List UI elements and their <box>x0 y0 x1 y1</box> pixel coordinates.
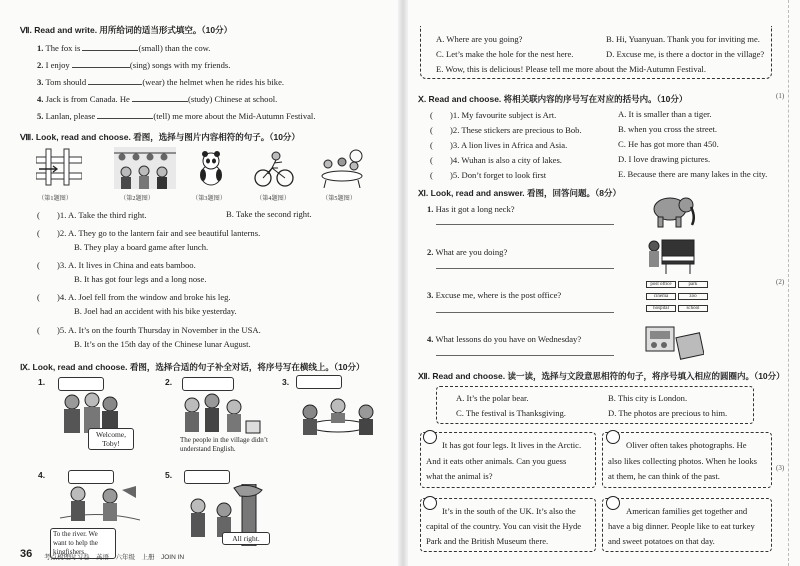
dialogue-option: D. Excuse me, is there a doctor in the village? <box>606 49 765 59</box>
scene-4-picture <box>60 484 140 528</box>
s12-options-box <box>436 386 754 424</box>
festival-table-icon <box>318 148 366 188</box>
s7-item-3 <box>37 76 284 87</box>
s8-item-5-b: B. It’s on the 15th day of the Chinese lunar August. <box>74 339 251 349</box>
answer-bracket: ( )1. <box>37 210 67 220</box>
s7-item-pre: Lanlan, please <box>45 111 96 121</box>
s10-left-item[interactable]: ( )3. A lion lives in Africa and Asia. <box>430 140 568 150</box>
passage-line: Park and the British Museum there. <box>426 536 549 546</box>
page-fold <box>398 0 408 566</box>
binding-line <box>788 0 790 566</box>
map-label: park <box>678 281 708 288</box>
s7-item-post: (study) Chinese at school. <box>188 94 278 104</box>
s7-item-num: 2. <box>37 60 44 70</box>
s8-item-3-b: B. It has got four legs and a long nose. <box>74 274 207 284</box>
side-mark: (3) <box>776 464 785 472</box>
piano-icon <box>644 236 696 274</box>
page-number: 36 <box>20 548 33 560</box>
scene-num: 5. <box>165 470 173 480</box>
map-label: post office <box>646 281 676 288</box>
books-icon <box>644 325 704 361</box>
panda-icon <box>196 150 226 186</box>
speech-bubble-4: To the river. We want to help the kingfishers. <box>50 528 116 559</box>
question-num: 3. <box>427 290 434 300</box>
answer-bracket: ( )5. <box>37 325 67 335</box>
s8-item-4-b: B. Joel had an accident with his bike yesterday. <box>74 306 237 316</box>
speech-bubble-5: All right. <box>222 532 270 545</box>
s10-left-item[interactable]: ( )2. These stickers are precious to Bob. <box>430 125 582 135</box>
s7-item-1 <box>37 42 210 53</box>
picture-caption: （第1题图） <box>38 195 73 202</box>
side-mark: (1) <box>776 92 785 100</box>
passage-line: American families get together and <box>626 506 748 516</box>
s7-item-post: (tell) me more about the Mid-Autumn Festival. <box>153 111 316 121</box>
s8-item-3[interactable] <box>37 259 196 271</box>
answer-blank[interactable] <box>82 42 138 51</box>
map-label: hospital <box>646 305 676 312</box>
s10-left-item[interactable]: ( )4. Wuhan is also a city of lakes. <box>430 155 562 165</box>
answer-blank[interactable] <box>72 59 130 68</box>
s8-item-4[interactable] <box>37 291 231 303</box>
s7-item-pre: Tom should <box>45 77 87 87</box>
s7-item-4 <box>37 93 277 104</box>
footer-text: 考点梳理时习卷 英语 六年级 上册 JOIN IN <box>44 554 185 561</box>
s7-item-post: (wear) the helmet when he rides his bike. <box>142 77 285 87</box>
question-text: What are you doing? <box>435 247 508 257</box>
lantern-fair-picture <box>114 147 176 189</box>
s8-item-1[interactable] <box>37 209 147 221</box>
s7-item-pre: Jack is from Canada. He <box>45 94 130 104</box>
option-a: A. Joel fell from the window and broke his leg. <box>68 292 231 302</box>
answer-bracket: ( )4. <box>37 292 67 302</box>
s8-item-5[interactable] <box>37 324 261 336</box>
option-a: A. It lives in China and eats bamboo. <box>68 260 196 270</box>
s10-left-item[interactable]: ( )5. Don’t forget to look first <box>430 170 547 180</box>
picture-caption: （第3题图） <box>192 195 227 202</box>
passage-line: also likes collecting photos. When he looks <box>608 456 758 466</box>
s8-item-2[interactable] <box>37 227 260 239</box>
s7-item-num: 5. <box>37 111 44 121</box>
answer-line[interactable] <box>436 355 614 356</box>
map-label: school <box>678 305 708 312</box>
passage-line: and sweet potatoes on that day. <box>608 536 715 546</box>
picture-caption: （第5题图） <box>322 195 357 202</box>
map-label: zoo <box>678 293 708 300</box>
passage-line: capital of the country. You can visit the Hyde <box>426 521 582 531</box>
s7-item-2 <box>37 59 230 70</box>
s7-item-num: 3. <box>37 77 44 87</box>
section-12-title: Ⅻ. Read and choose. 读一读，选择与文段意思相符的句子，将序号填入相应的圆圈内。（10分） <box>418 371 785 381</box>
answer-blank[interactable] <box>97 110 153 119</box>
answer-line[interactable] <box>436 312 614 313</box>
s7-item-post: (sing) songs with my friends. <box>129 60 231 70</box>
question-num: 1. <box>427 204 434 214</box>
scene-num: 1. <box>38 377 46 387</box>
scene-num: 2. <box>165 377 173 387</box>
passage-line: have a big dinner. People like to eat turkey <box>608 521 755 531</box>
option-a: A. It’s on the fourth Thursday in November in the USA. <box>68 325 261 335</box>
empty-speech-bubble[interactable] <box>182 377 234 391</box>
section-11-title: Ⅺ. Look, read and answer. 看图，回答问题。（8分） <box>418 188 621 198</box>
street-map-grid <box>646 281 708 315</box>
scene-num: 4. <box>38 470 46 480</box>
s10-right-item: B. when you cross the street. <box>618 124 718 134</box>
scene-2-picture <box>178 391 262 435</box>
answer-circle[interactable] <box>606 430 620 444</box>
s10-right-item: D. I love drawing pictures. <box>618 154 711 164</box>
section-9-title: Ⅸ. Look, read and choose. 看图，选择合适的句子补全对话，将序号写在横线上。（10分） <box>20 362 365 372</box>
answer-circle[interactable] <box>423 496 437 510</box>
s8-item-1-b: B. Take the second right. <box>226 209 312 219</box>
scene-3-picture <box>296 392 380 438</box>
s7-item-num: 4. <box>37 94 44 104</box>
street-map-icon <box>36 147 82 187</box>
s10-left-item[interactable]: ( )1. My favourite subject is Art. <box>430 110 557 120</box>
passage-line: Oliver often takes photographs. He <box>626 440 747 450</box>
answer-circle[interactable] <box>423 430 437 444</box>
s10-right-item: E. Because there are many lakes in the city. <box>618 169 768 179</box>
s12-option: A. It’s the polar bear. <box>456 393 529 403</box>
picture-caption: （第4题图） <box>256 195 291 202</box>
scene-num: 3. <box>282 377 290 387</box>
s7-item-pre: The fox is <box>45 43 81 53</box>
question-num: 2. <box>427 247 434 257</box>
picture-caption: （第2题图） <box>120 195 155 202</box>
answer-blank[interactable] <box>88 76 142 85</box>
elephant-icon <box>648 193 696 229</box>
s11-question-3 <box>427 290 561 300</box>
question-text: Excuse me, where is the post office? <box>435 290 562 300</box>
s11-question-4 <box>427 334 581 344</box>
answer-bracket: ( )3. <box>37 260 67 270</box>
empty-speech-bubble[interactable] <box>68 470 114 484</box>
bike-accident-icon <box>252 150 296 188</box>
passage-line: at them, he can think of the past. <box>608 471 720 481</box>
empty-speech-bubble[interactable] <box>296 375 342 389</box>
section-7-title: Ⅶ. Read and write. 用所给词的适当形式填空。（10分） <box>20 25 233 35</box>
s12-option: D. The photos are precious to him. <box>608 408 728 418</box>
answer-line[interactable] <box>436 224 614 225</box>
empty-speech-bubble[interactable] <box>58 377 104 391</box>
section-8-title: Ⅷ. Look, read and choose. 看图，选择与图片内容相符的句子。（10分） <box>20 132 300 142</box>
s11-question-1 <box>427 204 515 214</box>
passage-line: And it eats other animals. Can you guess <box>426 456 567 466</box>
question-num: 4. <box>427 334 434 344</box>
s12-option: C. The festival is Thanksgiving. <box>456 408 566 418</box>
s7-item-num: 1. <box>37 43 44 53</box>
s7-item-pre: I enjoy <box>45 60 70 70</box>
empty-speech-bubble[interactable] <box>184 470 230 484</box>
s12-option: B. This city is London. <box>608 393 688 403</box>
map-label: cinema <box>646 293 676 300</box>
dialogue-option: B. Hi, Yuanyuan. Thank you for inviting me. <box>606 34 760 44</box>
passage-line: It has got four legs. It lives in the Arctic. <box>442 440 582 450</box>
question-text: What lessons do you have on Wednesday? <box>435 334 582 344</box>
s10-right-item: A. It is smaller than a tiger. <box>618 109 712 119</box>
passage-line: It’s in the south of the UK. It’s also the <box>442 506 576 516</box>
s11-question-2 <box>427 247 507 257</box>
speech-bubble-1: Welcome, Toby! <box>88 428 134 450</box>
dialogue-option: A. Where are you going? <box>436 34 523 44</box>
side-mark: (2) <box>776 278 785 286</box>
s8-item-2-b: B. They play a board game after lunch. <box>74 242 209 252</box>
s7-item-post: (small) than the cow. <box>138 43 211 53</box>
dialogue-option: E. Wow, this is delicious! Please tell me more about the Mid-Autumn Festival. <box>436 64 706 74</box>
answer-blank[interactable] <box>132 93 188 102</box>
s10-right-item: C. He has got more than 450. <box>618 139 719 149</box>
section-10-title: Ⅹ. Read and choose. 将相关联内容的序号写在对应的括号内。（10分） <box>418 94 688 104</box>
s7-item-5 <box>37 110 315 121</box>
answer-bracket: ( )2. <box>37 228 67 238</box>
dialogue-option: C. Let’s make the hole for the nest here. <box>436 49 574 59</box>
answer-circle[interactable] <box>606 496 620 510</box>
option-a: A. They go to the lantern fair and see beautiful lanterns. <box>68 228 261 238</box>
question-text: Has it got a long neck? <box>435 204 515 214</box>
speech-bubble-2: The people in the village didn’t understand English. <box>180 436 268 453</box>
answer-line[interactable] <box>436 268 614 269</box>
option-a: A. Take the third right. <box>68 210 147 220</box>
passage-line: what the animal is? <box>426 471 493 481</box>
